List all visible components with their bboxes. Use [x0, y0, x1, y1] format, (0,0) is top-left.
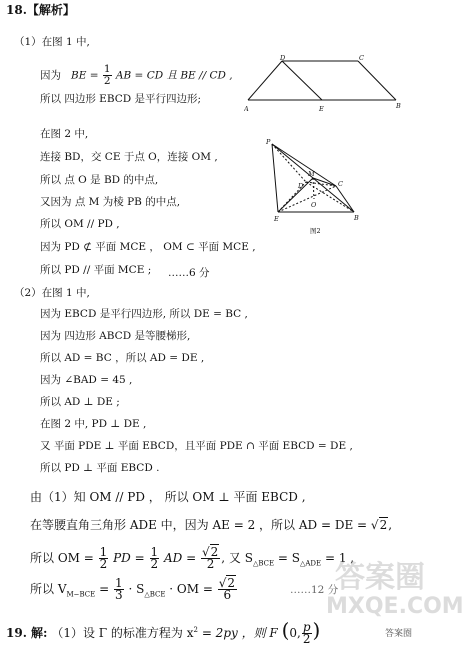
part1-line9: 所以 PD // 平面 MCE ; — [40, 264, 152, 276]
subscript: △BCE — [252, 559, 275, 568]
score-12: ……12 分 — [290, 584, 339, 596]
fig2-label-d: D — [298, 182, 304, 190]
fig1-label-d: D — [280, 55, 286, 62]
numerator: √2 — [218, 576, 236, 590]
numerator: p — [302, 620, 311, 634]
subscript: △ADE — [299, 559, 322, 568]
fraction-half — [99, 547, 109, 570]
part1-line8: 因为 PD ⊄ 平面 MCE ， OM ⊂ 平面 MCE , — [40, 241, 256, 253]
fraction-half — [150, 547, 160, 570]
fig2-label-c: C — [338, 180, 343, 188]
watermark-logo: 答案圈 — [335, 560, 425, 595]
figure-2 — [262, 136, 366, 238]
part2-line1: 因为 EBCD 是平行四边形, 所以 DE = BC , — [40, 308, 248, 320]
watermark-site: MXQE.COM — [326, 594, 464, 619]
fraction-third — [114, 578, 124, 601]
fraction-half — [103, 64, 112, 87]
text: 0, — [289, 626, 301, 640]
part2-line11 — [30, 547, 354, 570]
superscript: 2 — [193, 626, 198, 634]
denominator: 3 — [114, 588, 123, 602]
subscript: △BCE — [144, 590, 166, 599]
numerator: 1 — [103, 63, 111, 75]
part2-line6: 在图 2 中, PD ⊥ DE , — [40, 418, 147, 430]
text: 在等腰直角三角形 ADE 中，因为 AE = 2 ，所以 AD = DE = — [30, 518, 368, 532]
equation: AB = CD 且 BE // CD , — [115, 69, 233, 82]
part2-line7: 又 平面 PDE ⊥ 平面 EBCD，且平面 PDE ∩ 平面 EBCD = DE , — [40, 440, 353, 452]
text: , — [388, 518, 393, 532]
equation: AD = — [163, 551, 197, 565]
numerator: 1 — [114, 576, 123, 590]
paren: ( — [281, 618, 290, 642]
paren: ) — [312, 618, 321, 642]
part1-line4: 连接 BD，交 CE 于点 O，连接 OM , — [40, 151, 218, 163]
part1-line7: 所以 OM // PD , — [40, 218, 120, 230]
denominator: 2 — [99, 557, 108, 571]
part2-line10: 在等腰直角三角形 ADE 中，因为 AE = 2 ，所以 AD = DE = √2, — [30, 518, 393, 532]
numerator: √2 — [201, 545, 219, 559]
figure-1 — [244, 55, 412, 117]
denominator: 2 — [150, 557, 159, 571]
part2-label: （2）在图 1 中, — [14, 287, 90, 299]
denominator: 2 — [302, 632, 311, 646]
part1-line6: 又因为 点 M 为棱 PB 的中点, — [40, 196, 181, 208]
text: 因为 — [40, 69, 61, 82]
part2-line12 — [30, 578, 238, 601]
fig1-label-e: E — [319, 105, 324, 113]
score-6: ……6 分 — [168, 267, 210, 279]
fig2-label-m: M — [308, 170, 315, 178]
part2-line8: 所以 PD ⊥ 平面 EBCD . — [40, 462, 160, 474]
equation: = 1 , — [324, 551, 355, 565]
fig1-label-a: A — [244, 105, 249, 113]
fig2-label-o: O — [311, 201, 317, 209]
part2-line2: 因为 四边形 ABCD 是等腰梯形, — [40, 330, 191, 342]
text: （1）设 Γ 的标准方程为 x — [51, 626, 194, 640]
fig2-caption: 图2 — [310, 227, 321, 235]
equation: · S — [128, 582, 145, 596]
part1-line5: 所以 点 O 是 BD 的中点, — [40, 174, 159, 186]
denominator: 2 — [103, 75, 111, 87]
equation: = S — [277, 551, 300, 565]
part1-label: （1）在图 1 中, — [14, 36, 90, 48]
denominator: 6 — [223, 588, 232, 602]
fig1-label-b: B — [396, 102, 401, 110]
sqrt-two: 2 — [379, 518, 388, 532]
problem-header: 18.【解析】 — [6, 3, 75, 17]
numerator: 1 — [99, 545, 108, 559]
part2-line5: 所以 AD ⊥ DE ; — [40, 396, 120, 408]
wechat-watermark: 答案圈 — [385, 629, 413, 639]
denominator: 2 — [206, 557, 215, 571]
part2-line4: 因为 ∠BAD = 45 , — [40, 374, 133, 386]
fig1-label-c: C — [359, 55, 364, 62]
part1-line2: 所以 四边形 EBCD 是平行四边形; — [40, 93, 202, 105]
equation: = 2py ，则 F — [201, 626, 278, 640]
text: 所以 V — [30, 582, 67, 596]
part2-line9: 由（1）知 OM // PD ， 所以 OM ⊥ 平面 EBCD , — [30, 490, 306, 504]
equation: PD = — [113, 551, 145, 565]
fig2-label-e: E — [274, 215, 279, 223]
fraction-root2-over-6 — [218, 578, 237, 601]
part1-line3: 在图 2 中, — [40, 128, 89, 140]
subscript: M−BCE — [66, 590, 96, 599]
question-number: 19. 解: — [6, 626, 48, 640]
fraction-p-over-2 — [302, 622, 312, 645]
sqrt-two: 2 — [210, 545, 219, 559]
fig2-label-p: P — [266, 138, 271, 146]
sqrt-two: 2 — [227, 576, 236, 590]
numerator: 1 — [150, 545, 159, 559]
q19-line — [6, 618, 321, 646]
equation: = — [99, 582, 110, 596]
fig2-label-b: B — [354, 214, 359, 222]
part1-line1 — [40, 64, 233, 87]
fraction-root2-over-2 — [201, 547, 220, 570]
part2-line3: 所以 AD = BC ，所以 AD = DE , — [40, 352, 205, 364]
text: , 又 S — [221, 551, 253, 565]
equation: BE = — [71, 69, 99, 82]
equation: · OM = — [169, 582, 213, 596]
text: 所以 OM = — [30, 551, 94, 565]
